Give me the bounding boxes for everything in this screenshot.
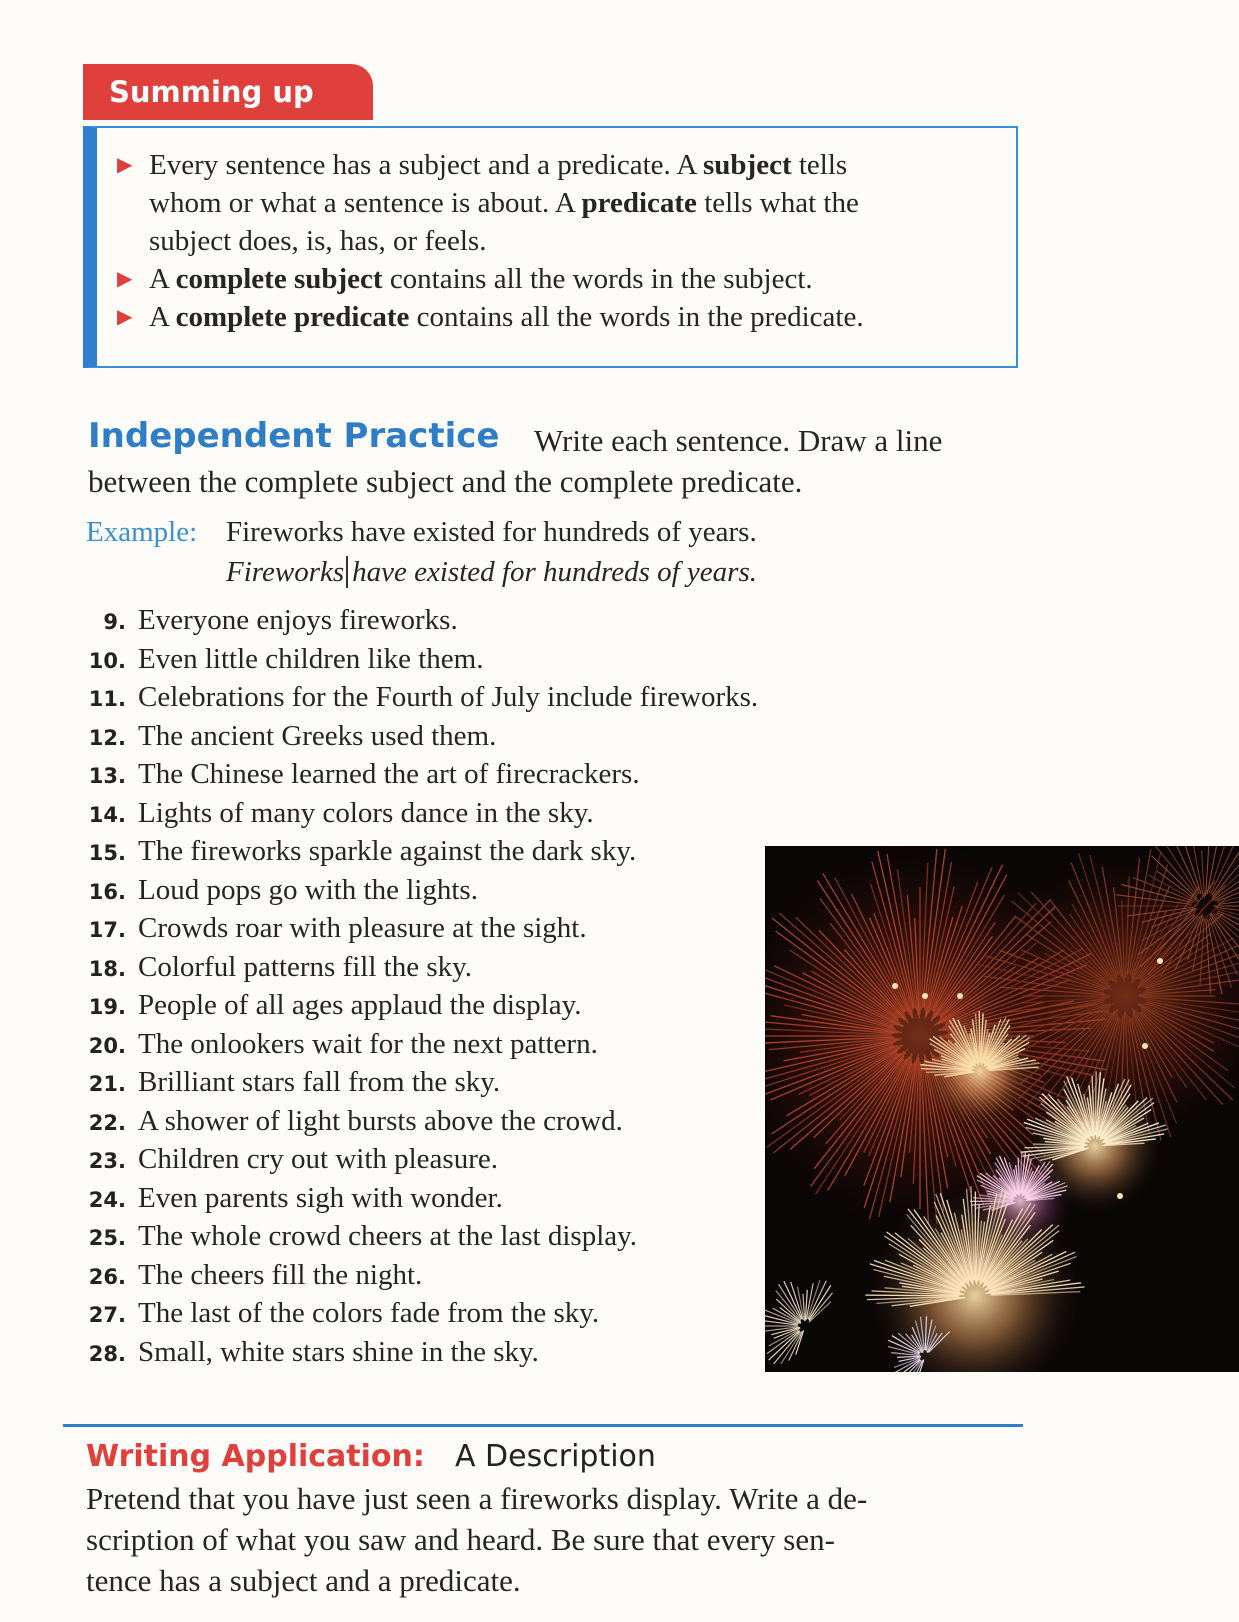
practice-list xyxy=(80,601,759,1371)
example-sentence: Fireworks have existed for hundreds of years. xyxy=(226,516,757,548)
practice-item: 14. Lights of many colors dance in the sky. xyxy=(88,796,594,829)
firework-spark xyxy=(957,993,963,999)
practice-item: 16. Loud pops go with the lights. xyxy=(88,873,478,906)
writing-application-subtitle: A Description xyxy=(455,1439,656,1474)
firework-streak xyxy=(979,1011,980,1062)
summing-up-item: ▶ A complete predicate contains all the words in the predicate. xyxy=(117,298,997,336)
example-label: Example: xyxy=(86,516,198,548)
practice-item: 27. The last of the colors fade from the sky. xyxy=(88,1297,600,1329)
example-predicate: have existed for hundreds of years. xyxy=(352,556,757,588)
practice-item: 9. Everyone enjoys fireworks. xyxy=(103,604,458,636)
practice-item: 23. Children cry out with pleasure. xyxy=(88,1143,498,1175)
practice-item: 25. The whole crowd cheers at the last display. xyxy=(88,1220,638,1252)
firework-spark xyxy=(922,993,928,999)
practice-item: 18. Colorful patterns fill the sky. xyxy=(88,950,472,983)
firework-spark xyxy=(1142,1043,1148,1049)
practice-item: 22. A shower of light bursts above the crowd. xyxy=(88,1104,623,1137)
writing-application-body: Pretend that you have just seen a fireworks display. Write a de- scription of what you saw and heard. Be sure that every sen- tence has a subject and a predicate. xyxy=(86,1481,868,1598)
summing-up-item: ▶ Every sentence has a subject and a predicate. A subject tells whom or what a sentence is about. A predicate tells what the subject does, is, has, or feels. xyxy=(117,146,997,260)
instruction-text: between the complete subject and the complete predicate. xyxy=(88,464,803,499)
firework-spark xyxy=(1157,958,1163,964)
firework-streak xyxy=(865,1295,958,1296)
instruction-text: Write each sentence. Draw a line xyxy=(534,423,943,458)
firework-spark xyxy=(1117,1193,1123,1199)
writing-application-heading: Writing Application: xyxy=(86,1439,425,1474)
practice-item: 19. People of all ages applaud the display. xyxy=(88,989,582,1021)
practice-item: 26. The cheers fill the night. xyxy=(88,1258,423,1291)
triangle-bullet-icon: ▶ xyxy=(117,154,133,176)
practice-item: 28. Small, white stars shine in the sky. xyxy=(88,1335,539,1368)
practice-item: 10. Even little children like them. xyxy=(88,642,484,675)
summing-up-box xyxy=(83,126,1018,368)
firework-spark xyxy=(892,983,898,989)
practice-item: 24. Even parents sigh with wonder. xyxy=(88,1181,503,1214)
summing-up-heading: Summing up xyxy=(83,64,373,120)
practice-item: 13. The Chinese learned the art of firecrackers. xyxy=(88,758,640,790)
practice-item: 11. Celebrations for the Fourth of July include fireworks. xyxy=(88,681,759,713)
practice-item: 21. Brilliant stars fall from the sky. xyxy=(88,1066,501,1098)
fireworks-illustration xyxy=(765,846,1239,1372)
practice-item: 12. The ancient Greeks used them. xyxy=(88,719,497,752)
practice-item: 15. The fireworks sparkle against the dark sky. xyxy=(88,835,637,867)
practice-item: 20. The onlookers wait for the next pattern. xyxy=(88,1027,598,1060)
summing-up-item: ▶ A complete subject contains all the words in the subject. xyxy=(117,260,997,298)
example-answer xyxy=(226,552,757,592)
fireworks-photo xyxy=(765,846,1239,1372)
independent-practice-heading: Independent Practice xyxy=(88,416,500,456)
section-divider xyxy=(63,1424,1023,1427)
triangle-bullet-icon: ▶ xyxy=(117,306,133,328)
practice-item: 17. Crowds roar with pleasure at the sight. xyxy=(88,912,587,944)
example-subject: Fireworks xyxy=(226,556,348,588)
triangle-bullet-icon: ▶ xyxy=(117,268,133,290)
